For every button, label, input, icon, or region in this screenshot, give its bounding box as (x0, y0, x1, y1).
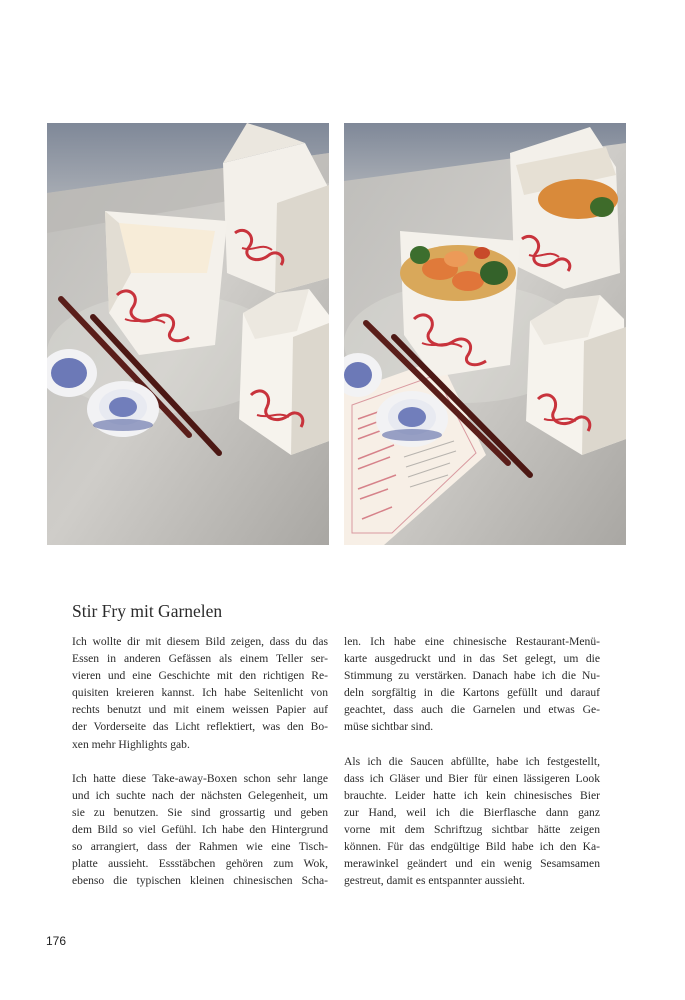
text-line: karte ausgedruckt und in das Set gelegt, um die (344, 652, 600, 666)
text-line: rechts benutzt und mit einem weissen Papier auf (72, 703, 328, 717)
photo-filled-takeaway-boxes (344, 123, 626, 545)
text-line: vorne mit dem Schriftzug sichtbar hätte zeigen (344, 823, 600, 837)
text-line: zur Hand, weil ich die Bierflasche dann ganz (344, 805, 600, 819)
text-line: ebenso die typischen kleinen chinesischen Scha- (72, 874, 328, 888)
text-line: können. Für das endgültige Bild habe ich den Ka- (344, 840, 600, 854)
text-line: Als ich die Saucen abfüllte, habe ich festgestellt, (344, 754, 600, 768)
text-line: geachtet, dass auch die Garnelen und etwas Ge- (344, 703, 600, 717)
text-line: sie zu benutzen. Sie sind grossartig und geben (72, 805, 328, 819)
text-column-right (344, 633, 600, 889)
text-line: Ich wollte dir mit diesem Bild zeigen, dass du das (72, 635, 328, 648)
text-line: len. Ich habe eine chinesische Restaurant-Menü- (344, 635, 600, 648)
text-line: xen mehr Highlights gab. (72, 737, 190, 751)
text-line: deln sorgfältig in die Kartons gefüllt und darauf (344, 686, 600, 700)
text-line: vieren und eine Geschichte mit den richtigen Re- (72, 669, 328, 683)
paragraph-gap (72, 753, 328, 770)
text-line: der Vorderseite das Licht reflektiert, was den Bo- (72, 720, 328, 734)
text-line: Stimmung zu verstärken. Danach habe ich die Nu- (344, 669, 600, 683)
text-line: und ich suchte nach der nächsten Gelegenheit, um (72, 788, 328, 802)
text-line: platte aussieht. Essstäbchen gehören zum Wok, (72, 857, 328, 871)
text-line: Ich hatte diese Take-away-Boxen schon sehr lange (72, 771, 328, 785)
takeaway-box-back-filled (510, 127, 620, 289)
article-title: Stir Fry mit Garnelen (72, 601, 223, 621)
text-line: brauchte. Leider hatte ich kein chinesisches Bier (344, 788, 600, 802)
photo-empty-takeaway-boxes (47, 123, 329, 545)
text-line: dem Bild so viel Gefühl. Ich habe den Hintergrund (72, 823, 328, 837)
text-line: merawinkel geändert und ein wenig Sesamsamen (344, 857, 600, 871)
text-line: müse sichtbar sind. (344, 720, 434, 734)
text-line: quisiten kreieren kannst. Ich habe Seitenlicht von (72, 686, 328, 700)
text-line: Essen in anderen Gefässen als einem Teller ser- (72, 652, 328, 666)
text-line: dass ich Gläser und Bier für einen lässigeren Look (344, 771, 600, 785)
text-line: so arrangiert, dass der Rahmen wie eine Tisch- (72, 840, 328, 854)
page-number: 176 (46, 934, 67, 948)
text-column-left (72, 633, 328, 889)
text-line: gestreut, damit es entspannter aussieht. (344, 874, 525, 888)
paragraph-gap (344, 736, 600, 753)
